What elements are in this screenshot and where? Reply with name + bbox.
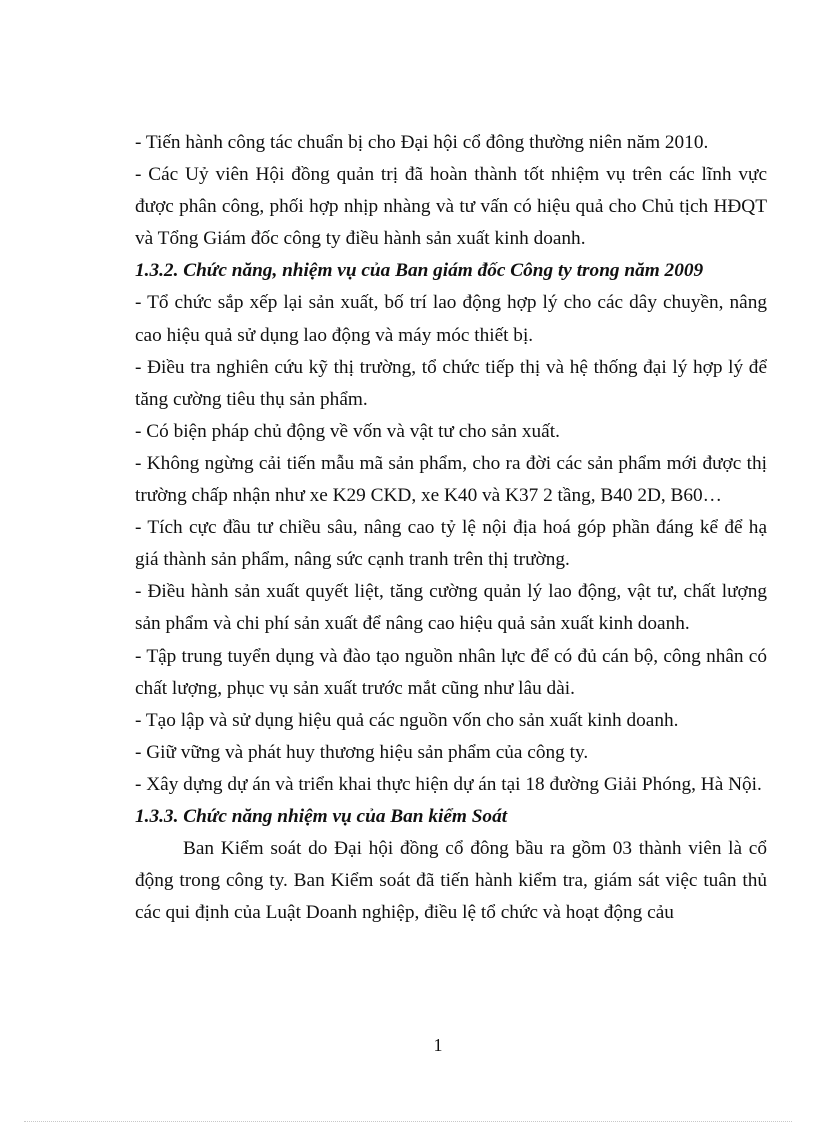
list-item: - Điều hành sản xuất quyết liệt, tăng cường quản lý lao động, vật tư, chất lượng sản phẩm và chi phí sản xuất để nâng cao hiệu quả sản xuất kinh doanh. xyxy=(135,581,767,635)
paragraph-1: - Tiến hành công tác chuẩn bị cho Đại hội cổ đông thường niên năm 2010. xyxy=(135,132,709,153)
list-item: - Tổ chức sắp xếp lại sản xuất, bố trí lao động hợp lý cho các dây chuyền, nâng cao hiệu quả sử dụng lao động và máy móc thiết bị. xyxy=(135,292,767,346)
paragraph-ban-kiem-soat: Ban Kiểm soát do Đại hội đồng cổ đông bầu ra gồm 03 thành viên là cổ động trong công ty. Ban Kiểm soát đã tiến hành kiểm tra, giám sát việc tuân thủ các qui định của Luật Doanh nghiệp, điều lệ tổ chức và hoạt động cảu xyxy=(135,838,767,924)
list-item: - Tạo lập và sử dụng hiệu quả các nguồn vốn cho sản xuất kinh doanh. xyxy=(135,709,679,731)
page-number: 1 xyxy=(433,1035,443,1055)
list-item: - Giữ vững và phát huy thương hiệu sản phẩm của công ty. xyxy=(135,741,589,763)
list-item: - Tập trung tuyển dụng và đào tạo nguồn nhân lực để có đủ cán bộ, công nhân có chất lượng, phục vụ sản xuất trước mắt cũng như lâu dài. xyxy=(135,645,767,699)
list-item: - Có biện pháp chủ động về vốn và vật tư cho sản xuất. xyxy=(135,420,560,442)
paragraph-2: - Các Uỷ viên Hội đồng quản trị đã hoàn thành tốt nhiệm vụ trên các lĩnh vực được phân công, phối hợp nhịp nhàng và tư vấn có hiệu quả cho Chủ tịch HĐQT và Tổng Giám đốc công ty điều hành sản xuất kinh doanh. xyxy=(135,164,767,250)
section-heading-1-3-3: 1.3.3. Chức năng nhiệm vụ của Ban kiểm Soát xyxy=(135,805,508,827)
page-bottom-divider xyxy=(24,1121,792,1122)
document-body xyxy=(135,127,767,929)
section-heading-1-3-2: 1.3.2. Chức năng, nhiệm vụ của Ban giám đốc Công ty trong năm 2009 xyxy=(135,260,704,282)
list-item: - Điều tra nghiên cứu kỹ thị trường, tổ chức tiếp thị và hệ thống đại lý hợp lý để tăng cường tiêu thụ sản phẩm. xyxy=(135,356,767,410)
list-item: - Tích cực đầu tư chiều sâu, nâng cao tỷ lệ nội địa hoá góp phần đáng kể để hạ giá thành sản phẩm, nâng sức cạnh tranh trên thị trường. xyxy=(135,517,767,571)
list-item: - Xây dựng dự án và triển khai thực hiện dự án tại 18 đường Giải Phóng, Hà Nội. xyxy=(135,773,762,795)
list-item: - Không ngừng cải tiến mẫu mã sản phẩm, cho ra đời các sản phẩm mới được thị trường chấp nhận như xe K29 CKD, xe K40 và K37 2 tầng, B40 2D, B60… xyxy=(135,452,767,507)
